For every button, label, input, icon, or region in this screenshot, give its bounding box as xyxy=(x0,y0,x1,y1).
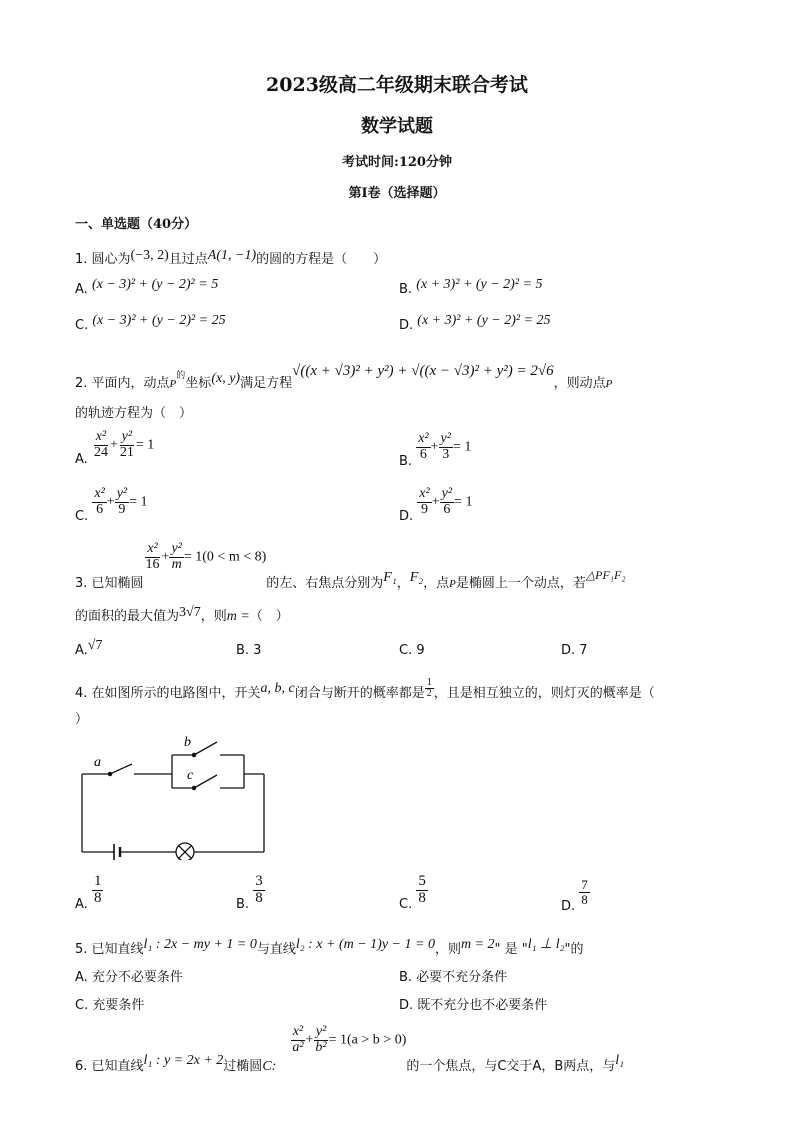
q1-pre: 1. 圆心为 xyxy=(75,252,131,267)
q3-line2 xyxy=(75,605,289,625)
q1-option-b[interactable] xyxy=(399,277,543,298)
q4-option-d[interactable] xyxy=(561,877,590,914)
q3-option-a-label: A. xyxy=(75,643,88,658)
q2-c-d1: 6 xyxy=(96,501,104,517)
q5-option-c[interactable]: C. 充要条件 xyxy=(75,998,145,1013)
section-heading: 一、单选题（40分） xyxy=(75,217,198,232)
q3-f2: F₂ xyxy=(409,569,424,585)
switch-c-pivot xyxy=(192,786,195,789)
q2-option-d-label: D. xyxy=(399,508,414,524)
q3-option-c[interactable]: C. 9 xyxy=(399,643,425,658)
q4-option-a-label: A. xyxy=(75,896,88,912)
q5-m2: m = 2 xyxy=(460,937,495,952)
q2-c-frac2 xyxy=(115,487,129,517)
q1-option-a-expr: (x − 3)² + (y − 2)² = 5 xyxy=(91,277,219,292)
q4-b-d: 8 xyxy=(255,889,263,906)
q3-mid: 的左、右焦点分别为 xyxy=(266,575,384,591)
q2-xy: (x, y) xyxy=(211,371,241,386)
q3-m: m = xyxy=(226,609,250,624)
q3-area: 3√7 xyxy=(179,605,201,620)
q4-half xyxy=(425,678,434,700)
q2-a-d1: 24 xyxy=(93,444,108,460)
q1-option-c-label: C. xyxy=(75,318,89,333)
switch-b xyxy=(194,742,217,755)
q2-a-frac1 xyxy=(92,430,110,460)
q4-c-frac xyxy=(416,874,428,907)
q2-equation: √((x + √3)² + y²) + √((x − √3)² + y²) = 2√6 xyxy=(292,363,554,379)
label-b: b xyxy=(184,735,191,750)
q4-d-frac xyxy=(579,878,590,906)
q2-b-d2: 3 xyxy=(442,446,450,462)
q4-b-frac xyxy=(253,874,265,907)
q4-option-c-label: C. xyxy=(399,896,413,912)
q1-option-d-label: D. xyxy=(399,318,414,333)
q5-perp: l₁ ⊥ l₂ xyxy=(527,937,565,952)
exam-time: 考试时间:120分钟 xyxy=(342,155,452,170)
q4-post: ，且是相互独立的，则灯灭的概率是（ xyxy=(433,686,655,701)
subject-title: 数学试题 xyxy=(361,116,433,137)
q2-option-c-label: C. xyxy=(75,508,89,524)
q2-point-p2: P xyxy=(605,378,613,390)
q3-mid3: 是椭圆上一个动点，若 xyxy=(455,575,586,591)
q2-mid2: 满足方程 xyxy=(240,376,293,391)
q4-a-frac xyxy=(92,874,104,907)
q3-d2: m xyxy=(171,556,182,572)
q2-d-frac2 xyxy=(440,487,454,517)
q2-a-frac2 xyxy=(118,430,136,460)
q6-d1: a² xyxy=(292,1039,304,1055)
q1-option-a[interactable] xyxy=(75,277,219,298)
q4-option-b[interactable] xyxy=(236,873,265,912)
q1-mid: 且过点 xyxy=(168,252,208,267)
q1-option-c[interactable] xyxy=(75,313,226,334)
q5-post: "的 xyxy=(564,942,584,957)
q2-pre: 2. 平面内，动点 xyxy=(75,376,170,391)
q3-frac1 xyxy=(144,542,162,572)
q2-option-c[interactable]: C. $\frac{\text{x²}}{6}$ + $\frac{\text{y²}}{9}$ = 1 xyxy=(75,486,148,524)
q2-a-d2: 21 xyxy=(119,444,134,460)
q3-triangle: △PF₁F₂ xyxy=(585,567,626,582)
q4-pre: 4. 在如图所示的电路图中，开关 xyxy=(75,686,261,701)
q2-option-b[interactable]: B. $\frac{\text{x²}}{6}$ + $\frac{\text{y²}}{3}$ = 1 xyxy=(399,431,472,469)
q4-option-d-label: D. xyxy=(561,898,576,914)
volume-title: 第Ⅰ卷（选择题） xyxy=(348,186,446,201)
q2-c-n1: x² xyxy=(94,486,105,501)
q4-option-c[interactable] xyxy=(399,873,428,912)
q2-option-a-label: A. xyxy=(75,451,88,467)
q3-option-d[interactable]: D. 7 xyxy=(561,643,588,658)
q3-pre: 3. 已知椭圆 xyxy=(75,575,144,591)
q2-d-d1: 9 xyxy=(421,501,428,517)
q2-a-n2: y² xyxy=(121,429,133,444)
question-6: 6. 已知直线l₁ : y = 2x + 2过椭圆C: $\frac{\text{x²}}{\text{a²}}$ + $\frac{\text{y²}}{\text{b²}}$ = 1(a > b > 0)的一个焦点，与C交于A，B两点，与l₁ xyxy=(75,1024,625,1074)
q4-d-n: 7 xyxy=(581,877,588,892)
q2-d-frac1 xyxy=(417,487,431,517)
q5-option-d[interactable]: D. 既不充分也不必要条件 xyxy=(399,998,548,1013)
q3-option-a-value: √7 xyxy=(87,638,103,653)
q2-c-rhs: = 1 xyxy=(129,494,148,510)
q1-option-b-label: B. xyxy=(399,282,413,297)
label-a: a xyxy=(94,755,101,770)
q4-c-d: 8 xyxy=(418,889,426,906)
q6-post: 的一个焦点，与C交于A，B两点，与 xyxy=(406,1058,616,1074)
q6-n1: x² xyxy=(292,1024,304,1039)
q2-b-rhs: = 1 xyxy=(452,439,472,455)
q2-c-d2: 9 xyxy=(118,501,126,517)
q6-line1-ref: l₁ xyxy=(615,1052,625,1068)
q2-option-d[interactable]: D. $\frac{\text{x²}}{9}$ + $\frac{\text{y²}}{6}$ = 1 xyxy=(399,486,473,524)
q6-cond: = 1(a > b > 0) xyxy=(328,1032,407,1048)
q1-option-a-label: A. xyxy=(75,282,88,297)
q3-p: P xyxy=(449,577,456,590)
q2-b-n2: y² xyxy=(440,431,451,446)
q1-post: 的圆的方程是（ ） xyxy=(256,252,387,267)
q2-b-n1: x² xyxy=(418,431,429,446)
label-c: c xyxy=(187,768,194,783)
q5-mid2: ，则 xyxy=(434,942,461,957)
question-2 xyxy=(75,363,613,392)
switch-a-pivot xyxy=(108,772,111,775)
q3-f1: F₁ xyxy=(383,569,397,585)
q5-mid: 与直线 xyxy=(256,942,296,957)
q4-a-n: 1 xyxy=(93,873,102,889)
q3-n1: x² xyxy=(147,541,158,556)
q2-option-a[interactable]: A. $\frac{\text{x²}}{24}$ + $\frac{\text{y²}}{21}$ = 1 xyxy=(75,429,155,467)
q2-de: 的 xyxy=(176,371,186,381)
q6-mid: 过椭圆 xyxy=(223,1058,263,1074)
q6-d2: b² xyxy=(315,1039,327,1055)
q4-half-d: 2 xyxy=(426,688,432,699)
q2-option-b-label: B. xyxy=(399,453,413,469)
q5-quote: " 是 " xyxy=(494,942,528,957)
q5-option-b[interactable]: B. 必要不充分条件 xyxy=(399,970,508,985)
q3-cond: = 1(0 < m < 8) xyxy=(183,549,267,565)
question-3: 3. 已知椭圆 $\frac{\text{x²}}{16}$ + $\frac{\text{y²}}{m}$ = 1(0 < m < 8)的左、右焦点分别为F₁，F₂，点$_P$是椭圆上一个动点，若△PF₁F₂ xyxy=(75,541,626,591)
q3-d1: 16 xyxy=(145,556,160,572)
q5-option-a[interactable]: A. 充分不必要条件 xyxy=(75,970,183,985)
q4-c-n: 5 xyxy=(418,873,426,889)
q1-option-d[interactable] xyxy=(399,313,551,334)
q3-option-b[interactable]: B. 3 xyxy=(236,643,262,658)
q4-a-d: 8 xyxy=(93,889,102,906)
q4-line2: ） xyxy=(75,712,89,727)
q6-ellipse-c: C: xyxy=(262,1058,277,1074)
q3-post: ，则 xyxy=(200,609,227,624)
q2-c-n2: y² xyxy=(116,486,128,501)
q6-line1: l₁ : y = 2x + 2 xyxy=(143,1052,224,1068)
q2-d-rhs: = 1 xyxy=(454,494,473,510)
q2-d-n1: x² xyxy=(419,486,430,501)
q2-d-d2: 6 xyxy=(443,501,451,517)
q4-abc: a, b, c xyxy=(260,681,295,696)
q2-mid: 坐标 xyxy=(185,376,212,391)
q1-point: A(1, −1) xyxy=(207,248,257,263)
q4-option-a[interactable] xyxy=(75,873,103,912)
q2-post: ，则动点 xyxy=(553,376,606,391)
q6-frac1 xyxy=(290,1025,305,1055)
q1-option-d-expr: (x + 3)² + (y − 2)² = 25 xyxy=(417,313,551,328)
question-1 xyxy=(75,248,386,268)
q3-paren: （ ） xyxy=(249,609,289,624)
q1-center: (−3, 2) xyxy=(130,248,169,263)
q6-frac2 xyxy=(313,1025,328,1055)
q2-point-p: P xyxy=(169,378,177,390)
q4-mid: 闭合与断开的概率都是 xyxy=(294,686,425,701)
q1-option-b-expr: (x + 3)² + (y − 2)² = 5 xyxy=(416,277,543,292)
q5-pre: 5. 已知直线 xyxy=(75,942,144,957)
switch-a xyxy=(110,764,132,774)
q5-line1: l₁ : 2x − my + 1 = 0 xyxy=(143,937,257,952)
q2-b-frac2 xyxy=(439,432,453,462)
q4-option-b-label: B. xyxy=(236,896,250,912)
q3-mid2: ，点 xyxy=(423,575,450,591)
q2-a-n1: x² xyxy=(95,429,107,444)
q2-a-rhs: = 1 xyxy=(135,437,155,453)
q3-option-a[interactable] xyxy=(75,638,103,659)
q2-b-frac1 xyxy=(416,432,430,462)
question-5 xyxy=(75,938,583,958)
q6-n2: y² xyxy=(315,1024,327,1039)
q1-option-c-expr: (x − 3)² + (y − 2)² = 25 xyxy=(92,313,226,328)
exam-title: 2023级高二年级期末联合考试 xyxy=(266,74,528,96)
q4-half-n: 1 xyxy=(426,676,432,688)
question-4 xyxy=(75,676,655,705)
q3-comma: ， xyxy=(396,575,410,591)
q4-d-d: 8 xyxy=(581,891,588,907)
q5-line2-eq: l₂ : x + (m − 1)y − 1 = 0 xyxy=(295,937,435,952)
q2-d-n2: y² xyxy=(441,486,453,501)
q4-b-n: 3 xyxy=(255,873,263,889)
switch-c xyxy=(194,775,217,788)
q3-frac2 xyxy=(169,542,183,572)
q2-line2: 的轨迹方程为（ ） xyxy=(75,406,193,421)
q3-n2: y² xyxy=(171,541,182,556)
q6-pre: 6. 已知直线 xyxy=(75,1058,144,1074)
circuit-diagram xyxy=(72,730,272,860)
q2-b-d1: 6 xyxy=(419,446,427,462)
q3-line2-text: 的面积的最大值为 xyxy=(75,609,180,624)
switch-b-pivot xyxy=(192,753,195,756)
q2-c-frac1 xyxy=(92,487,106,517)
